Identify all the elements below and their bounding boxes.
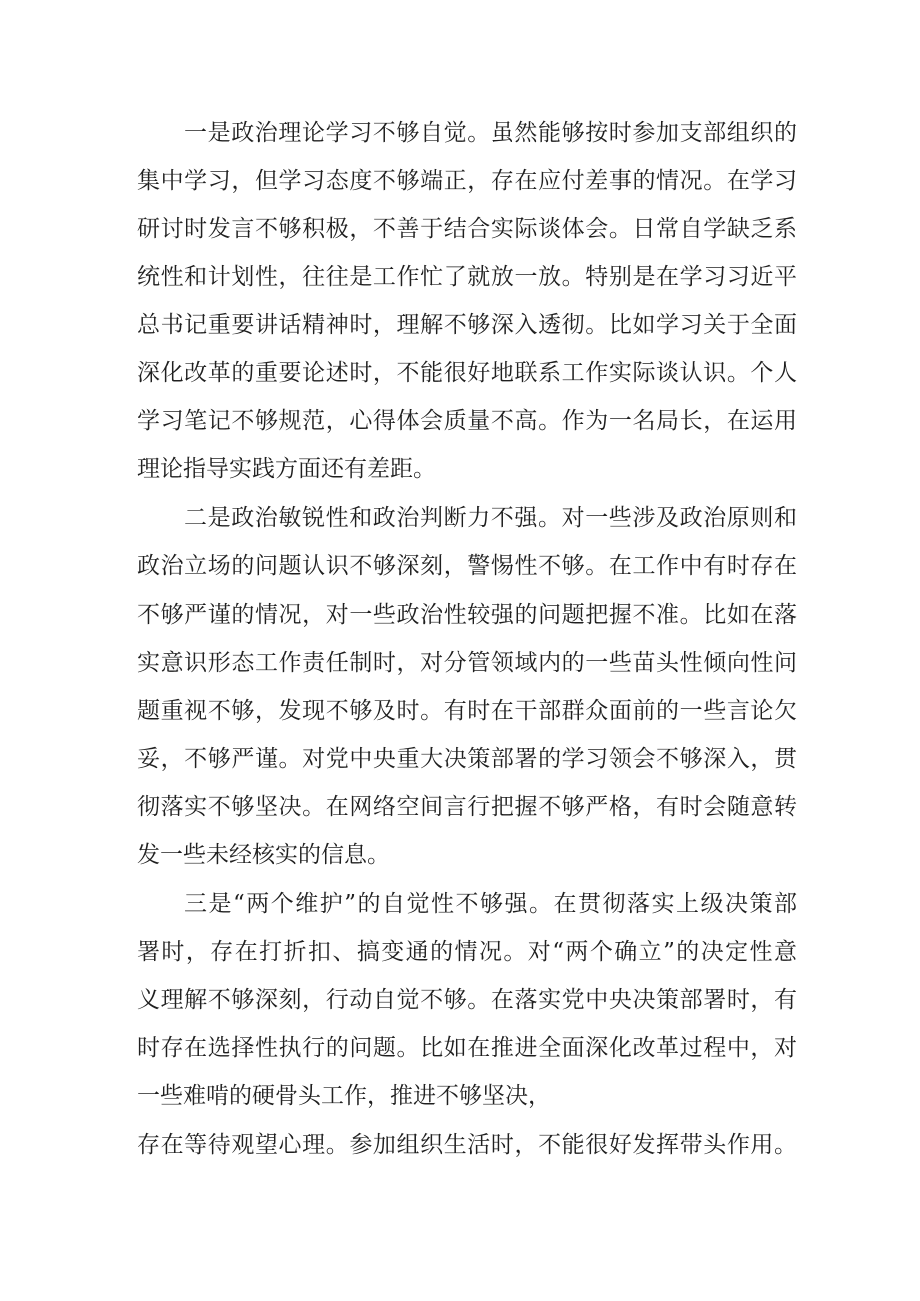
paragraph-line: 总书记重要讲话精神时，理解不够深入透彻。比如学习关于全面 <box>137 312 797 338</box>
paragraph-line: 实意识形态工作责任制时，对分管领域内的一些苗头性倾向性问 <box>137 650 797 676</box>
paragraph-line: 研讨时发言不够积极，不善于结合实际谈体会。日常自学缺乏系 <box>137 216 797 242</box>
paragraph-line: 存在等待观望心理。参加组织生活时，不能很好发挥带头作用。 <box>137 1132 797 1158</box>
paragraph-line: 一些难啃的硬骨头工作，推进不够坚决， <box>137 1083 551 1109</box>
paragraph-line: 时存在选择性执行的问题。比如在推进全面深化改革过程中，对 <box>137 1035 797 1061</box>
paragraph-line: 政治立场的问题认识不够深刻，警惕性不够。在工作中有时存在 <box>137 553 797 579</box>
paragraph-line: 三是“两个维护”的自觉性不够强。在贯彻落实上级决策部 <box>184 891 797 917</box>
paragraph-line: 发一些未经核实的信息。 <box>137 842 390 868</box>
paragraph-line: 二是政治敏锐性和政治判断力不强。对一些涉及政治原则和 <box>184 505 797 531</box>
paragraph-line: 彻落实不够坚决。在网络空间言行把握不够严格，有时会随意转 <box>137 794 797 820</box>
paragraph-line: 不够严谨的情况，对一些政治性较强的问题把握不准。比如在落 <box>137 602 797 628</box>
paragraph-line: 题重视不够，发现不够及时。有时在干部群众面前的一些言论欠 <box>137 698 797 724</box>
paragraph-line: 理论指导实践方面还有差距。 <box>137 456 436 482</box>
paragraph-line: 义理解不够深刻，行动自觉不够。在落实党中央决策部署时，有 <box>137 987 797 1013</box>
paragraph-line: 统性和计划性，往往是工作忙了就放一放。特别是在学习习近平 <box>137 264 797 290</box>
paragraph-line: 深化改革的重要论述时，不能很好地联系工作实际谈认识。个人 <box>137 360 797 386</box>
paragraph-line: 署时，存在打折扣、搞变通的情况。对“两个确立”的决定性意 <box>137 939 797 965</box>
paragraph-line: 妥，不够严谨。对党中央重大决策部署的学习领会不够深入，贯 <box>137 746 797 772</box>
paragraph-line: 一是政治理论学习不够自觉。虽然能够按时参加支部组织的 <box>184 120 797 146</box>
paragraph-line: 学习笔记不够规范，心得体会质量不高。作为一名局长，在运用 <box>137 408 797 434</box>
paragraph-line: 集中学习，但学习态度不够端正，存在应付差事的情况。在学习 <box>137 168 797 194</box>
